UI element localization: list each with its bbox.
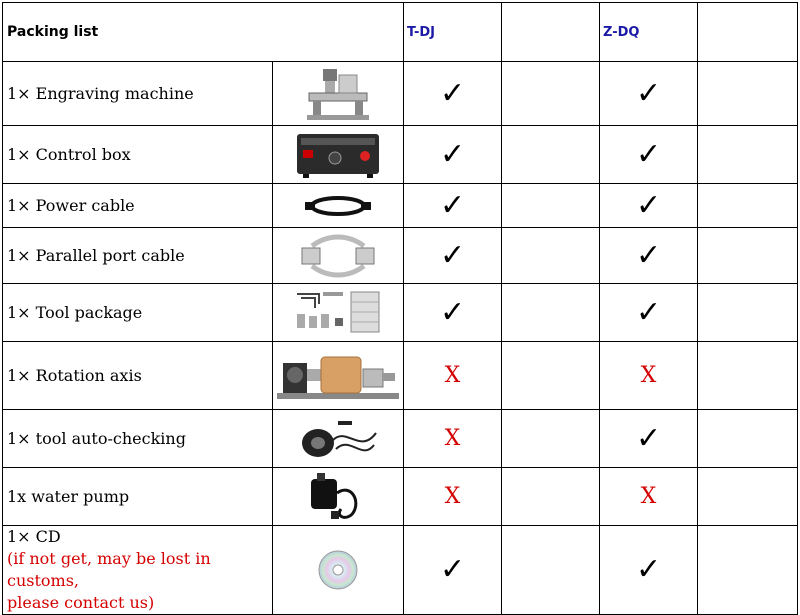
- table-row: [3, 228, 798, 284]
- empty-cell: [698, 342, 798, 410]
- header-row: [3, 3, 798, 62]
- z-dq-mark: X: [600, 342, 698, 410]
- t-dj-mark: ✓: [404, 62, 502, 126]
- empty-cell: [502, 184, 600, 228]
- tool-auto-checking-sensor-icon: [273, 410, 404, 468]
- z-dq-mark: ✓: [600, 284, 698, 342]
- item-label: [3, 526, 273, 615]
- empty-cell: [698, 410, 798, 468]
- t-dj-mark: X: [404, 468, 502, 526]
- tool-package-icon: [273, 284, 404, 342]
- rotation-axis-icon: [273, 342, 404, 410]
- empty-cell: [698, 228, 798, 284]
- control-box-icon: [273, 126, 404, 184]
- table-row: [3, 468, 798, 526]
- table-row: [3, 284, 798, 342]
- t-dj-mark: ✓: [404, 126, 502, 184]
- table-row: [3, 184, 798, 228]
- table-row: [3, 126, 798, 184]
- empty-cell: [502, 468, 600, 526]
- empty-cell: [698, 62, 798, 126]
- model-header-z-dq: Z-DQ: [600, 3, 698, 62]
- z-dq-mark: ✓: [600, 526, 698, 615]
- empty-cell: [502, 62, 600, 126]
- item-label: 1× tool auto-checking: [3, 410, 273, 468]
- empty-cell: [698, 126, 798, 184]
- table-row: [3, 62, 798, 126]
- empty-cell: [502, 126, 600, 184]
- item-label: 1x water pump: [3, 468, 273, 526]
- header-empty-cell: [502, 3, 600, 62]
- packing-list-table: [2, 2, 798, 615]
- table-row: [3, 410, 798, 468]
- item-label: 1× Power cable: [3, 184, 273, 228]
- cd-disc-icon: [273, 526, 404, 615]
- cd-label: 1× CD: [7, 527, 61, 546]
- item-label: 1× Tool package: [3, 284, 273, 342]
- empty-cell: [698, 284, 798, 342]
- t-dj-mark: ✓: [404, 184, 502, 228]
- engraving-machine-icon: [273, 62, 404, 126]
- power-cable-icon: [273, 184, 404, 228]
- z-dq-mark: ✓: [600, 228, 698, 284]
- parallel-port-cable-icon: [273, 228, 404, 284]
- empty-cell: [502, 526, 600, 615]
- empty-cell: [698, 468, 798, 526]
- cd-note-line2: please contact us): [7, 593, 155, 612]
- z-dq-mark: ✓: [600, 126, 698, 184]
- water-pump-icon: [273, 468, 404, 526]
- table-row: [3, 342, 798, 410]
- empty-cell: [502, 342, 600, 410]
- item-label: 1× Rotation axis: [3, 342, 273, 410]
- t-dj-mark: ✓: [404, 526, 502, 615]
- item-label: 1× Engraving machine: [3, 62, 273, 126]
- empty-cell: [502, 410, 600, 468]
- packing-list-title: Packing list: [3, 3, 404, 62]
- t-dj-mark: ✓: [404, 284, 502, 342]
- model-header-t-dj: T-DJ: [404, 3, 502, 62]
- empty-cell: [502, 228, 600, 284]
- z-dq-mark: ✓: [600, 62, 698, 126]
- item-label: 1× Parallel port cable: [3, 228, 273, 284]
- z-dq-mark: ✓: [600, 184, 698, 228]
- empty-cell: [502, 284, 600, 342]
- cd-note-line1: (if not get, may be lost in customs,: [7, 549, 211, 590]
- item-label: 1× Control box: [3, 126, 273, 184]
- t-dj-mark: X: [404, 410, 502, 468]
- table-row: [3, 526, 798, 615]
- t-dj-mark: ✓: [404, 228, 502, 284]
- z-dq-mark: X: [600, 468, 698, 526]
- empty-cell: [698, 526, 798, 615]
- empty-cell: [698, 184, 798, 228]
- header-empty-cell: [698, 3, 798, 62]
- t-dj-mark: X: [404, 342, 502, 410]
- z-dq-mark: ✓: [600, 410, 698, 468]
